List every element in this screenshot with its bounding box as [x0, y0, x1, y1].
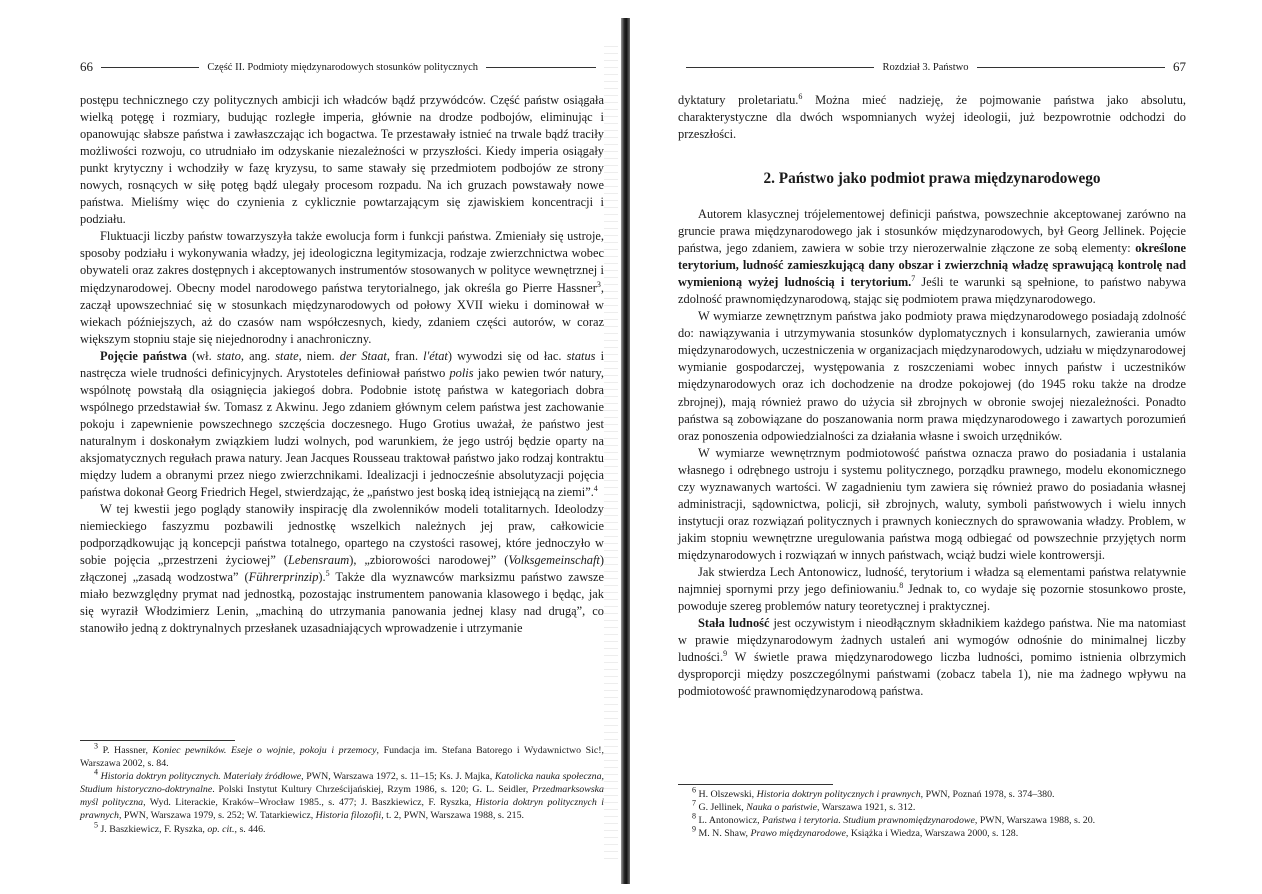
text-run: P. Hassner, — [98, 745, 153, 756]
text-run: (wł. — [187, 348, 217, 363]
left-footnotes — [80, 740, 604, 836]
footnote-ref: 3 — [596, 279, 601, 289]
right-running-header — [678, 58, 1186, 76]
book-gutter — [621, 18, 630, 884]
text-run: , Wyd. Literackie, Kraków–Wrocław 1985., s. 477; J. Baszkiewicz, F. Ryszka, — [143, 797, 476, 809]
footnote-number: 8 — [692, 811, 696, 821]
text-run: Można mieć nadzieję, że pojmowanie państwa jako absolutu, charakterystyczne dla dwóch wspomnianych wyżej ideologii, już bezpowrotnie odchodzi do przeszłości. — [678, 93, 1186, 142]
text-run: Fluktuacji liczby państw towarzyszyła także ewolucja form i funkcji państwa. Zmieniały się ustroje, sposoby podziału i wykonywania władzy, jej ideologiczna legitymizacja, rodzaje zwierzchnictwa wobec obywateli oraz zakres dostępnych i akceptowanych instrumentów stosowanych w polityce wewnętrznej i międzynarodowej. Obecny model narodowego państwa terytorialnego, jak określa go Pierre Hassner — [80, 229, 604, 295]
text-run: dyktatury proletariatu. — [678, 93, 799, 107]
text-run: der Staat — [339, 348, 387, 363]
text-run: G. Jellinek, — [696, 802, 747, 814]
text-run: , Warszawa 1921, s. 312. — [816, 802, 916, 814]
paragraph — [678, 206, 1186, 308]
footnote — [678, 785, 1186, 801]
left-running-header — [80, 58, 604, 76]
footnote-number: 7 — [692, 798, 696, 808]
text-run: L. Antonowicz, — [696, 815, 763, 827]
text-run: Państwa i terytoria. Studium prawnomiędzynarodowe — [762, 815, 975, 827]
text-run: , ang. — [240, 348, 276, 363]
text-run: , s. 446. — [234, 823, 266, 835]
text-run: stato — [216, 348, 241, 363]
footnote-ref: 6 — [798, 91, 803, 101]
footnote — [80, 767, 604, 822]
text-run: W tej kwestii jego poglądy stanowiły inspirację dla zwolenników modeli totalitarnych. Ideolodzy niemieckiego faszyzmu pozbawili jednostkę wszelkich należnych jej praw, całkowicie podporządkowując ją koncepcji państwa totalnego, opartego na czystości rasowej, które jednoczyło w sobie pojęcia „przestrzeni życiowej” ( — [80, 502, 604, 568]
text-run: , t. 2, PWN, Warszawa 1988, s. 215. — [381, 810, 524, 822]
text-run: ). — [318, 570, 326, 585]
text-run: Jak stwierdza Lech Antonowicz, ludność, terytorium i władza są elementami państwa relatywnie najmniej spornymi przy jego definiowaniu. — [678, 564, 1186, 597]
text-run: Prawo międzynarodowe — [750, 828, 846, 840]
right-page-number: 67 — [1173, 59, 1186, 74]
footnote — [678, 798, 1186, 814]
text-run: , fran. — [386, 348, 424, 363]
footnote-number: 4 — [94, 767, 98, 777]
footnote-rule — [80, 740, 235, 741]
paragraph — [678, 308, 1186, 444]
text-run: jest oczywistym i nieodłącznym składnikiem każdego państwa. Nie ma natomiast w prawie międzynarodowym żadnych ustaleń ani wymogów odnośnie do minimalnej liczby ludności. — [678, 616, 1186, 665]
text-run: Autorem klasycznej trójelementowej definicji państwa, powszechnie akceptowanej zarówno na gruncie prawa międzynarodowego jak i stosunków międzynarodowych, był Georg Jellinek. Pojęcie państwa, jego zdaniem, zawiera w sobie trzy nierozerwalnie złączone ze sobą elementy: — [678, 207, 1186, 256]
text-run: state — [275, 348, 299, 363]
footnote-ref: 7 — [911, 274, 916, 284]
footnote-number: 3 — [94, 741, 98, 751]
text-run: l'état — [423, 348, 448, 363]
text-run: postępu technicznego czy politycznych ambicji ich władców bądź przywódców. Część państw osiągała wielką potęgę i rozmiary, budując rozległe imperia, głównie na drodze podbojów, eliminując i opanowując słabsze państwa i zawłaszczając ich bogactwa. Te przestawały istnieć na trwale bądź traciły możliwości rozwoju, co utrudniało im odzyskanie niezależności w przyszłości. Kiedy imperia osiągały punkt krytyczny i wchodziły w fazę kryzysu, to same stawały się przedmiotem podbojów ze strony nowych, rosnących w siłę potęg bądź ulegały procesom rozpadu. Na ich gruzach powstawały nowe państwa. Mieliśmy więc do czynienia z cyklicznie powtarzającym się zjawiskiem koncentracji i podziału. — [80, 93, 604, 227]
paragraph — [80, 348, 604, 501]
text-run: ), „zbiorowości narodowej” ( — [349, 553, 509, 568]
footnote-number: 9 — [692, 824, 696, 834]
text-run: polis — [449, 365, 474, 380]
text-run: Jednak to, co wydaje się pozornie stosunkowo proste, powoduje szereg problemów natury teoretycznej i praktycznej. — [678, 582, 1186, 614]
footnote-number: 5 — [94, 820, 98, 830]
footnote-ref: 5 — [325, 569, 330, 579]
text-run: i nastręcza wiele trudności definicyjnych. Arystoteles definiował państwo — [80, 348, 605, 380]
paragraph — [80, 501, 604, 637]
text-run: op. cit. — [207, 823, 235, 835]
footnote-ref: 8 — [899, 580, 904, 590]
text-run: status — [566, 348, 596, 363]
text-run: Führerprinzip — [248, 570, 319, 585]
text-run: , Książka i Wiedza, Warszawa 2000, s. 128. — [845, 828, 1019, 840]
right-header-title: Rozdział 3. Państwo — [882, 61, 969, 73]
text-run: M. N. Shaw, — [696, 828, 751, 840]
left-footnote-list — [80, 741, 604, 836]
text-run: , niem. — [298, 348, 340, 363]
left-body-text — [80, 92, 604, 638]
paragraph — [80, 228, 604, 347]
text-run: Nauka o państwie — [746, 802, 817, 814]
text-run: . Polski Instytut Kultury Chrześcijańskiej, Rzym 1986, s. 120; G. L. Seidler, — [212, 784, 533, 796]
footnote — [80, 820, 604, 836]
text-run: , PWN, Warszawa 1988, s. 20. — [974, 815, 1096, 827]
paragraph — [678, 445, 1186, 564]
footnote-rule — [678, 784, 833, 785]
paragraph — [80, 92, 604, 228]
gutter-shadow — [604, 40, 618, 860]
text-run: , zaczął upowszechniać się w stosunkach międzynarodowych od połowy XVII wieku i dominował w wiekach późniejszych, aż do czasów nam współczesnych, kiedy, zdaniem części autorów, w coraz większym stopniu staje się niejednorodny i anachroniczny. — [80, 280, 604, 346]
text-run: , Fundacja im. Stefana Batorego i Wydawnictwo Sic!, Warszawa 2002, s. 84. — [80, 745, 604, 770]
header-rule — [101, 67, 199, 68]
paragraph — [678, 92, 1186, 143]
text-run: Jeśli te warunki są spełnione, to państwo nabywa zdolność prawnomiędzynarodową, stając się podmiotem prawa międzynarodowego. — [678, 275, 1186, 307]
text-run: Historia doktryn politycznych i prawnych — [80, 797, 604, 822]
footnote — [678, 824, 1186, 840]
text-run: ) złączonej „zasadą wodzostwa” ( — [80, 553, 604, 585]
header-rule — [977, 67, 1165, 68]
text-run: H. Olszewski, — [696, 789, 757, 800]
footnote — [678, 811, 1186, 827]
footnote-ref: 4 — [593, 483, 598, 493]
right-footnote-list — [678, 785, 1186, 840]
text-run: Przedmarksowska myśl polityczna — [80, 784, 604, 809]
footnote-number: 6 — [692, 785, 696, 795]
header-rule — [686, 67, 874, 68]
text-run: W świetle prawa międzynarodowego liczba ludności, pomimo istnienia olbrzymich dysproporcji między poszczególnymi państwami (zobacz tabela 1), nie ma żadnego wpływu na podmiotowość prawnomiędzynarodową państwa. — [678, 650, 1186, 699]
right-body-text — [678, 206, 1186, 700]
text-run: Koniec pewników. Eseje o wojnie, pokoju i przemocy — [152, 745, 377, 756]
text-run: J. Baszkiewicz, F. Ryszka, — [98, 823, 208, 835]
text-run: W wymiarze wewnętrznym podmiotowość państwa oznacza prawo do posiadania i ustalania własnego i odrębnego ustroju i systemu politycznego, porządku prawnego, modelu ekonomicznego czy wyznawanych wartości. W zagadnieniu tym zawiera się również prawo do posiadania własnej administracji, sądownictwa, policji, sił zbrojnych, waluty, symboli państwowych i wielu innych instytucji oraz rozwiązań politycznych i prawnych koniecznych do sprawowania władzy. Problem, w jakim stopniu wewnętrzne uregulowania państwa mogą odbiegać od powszechnie przyjętych norm międzynarodowych i rozwiązań w innych państwach, wciąż budzi wiele kontrowersji. — [678, 445, 1186, 562]
text-run: Historia doktryn politycznych i prawnych — [756, 789, 921, 800]
text-run: Pojęcie państwa — [100, 348, 187, 363]
section-title: 2. Państwo jako podmiot prawa międzynarodowego — [763, 170, 1101, 187]
right-intro-text — [678, 92, 1186, 143]
text-run: określone terytorium, ludność zamieszkującą dany obszar i zwierzchnią władzę sprawującą kontrolę nad wymienioną wyżej ludnością i terytorium. — [678, 241, 1186, 290]
right-footnotes — [678, 784, 1186, 840]
text-run: , PWN, Warszawa 1972, s. 11–15; Ks. J. Majka, — [301, 771, 495, 783]
left-header-title: Część II. Podmioty międzynarodowych stosunków politycznych — [207, 61, 478, 73]
header-rule — [486, 67, 596, 68]
text-run: Volksgemeinschaft — [508, 553, 600, 568]
text-run: Stała ludność — [698, 616, 770, 631]
footnote — [80, 741, 604, 770]
text-run: , PWN, Warszawa 1979, s. 252; W. Tatarkiewicz, — [118, 810, 316, 822]
footnote-ref: 9 — [723, 649, 728, 659]
text-run: Katolicka nauka społeczna, Studium historyczno-doktrynalne — [80, 771, 604, 796]
text-run: , PWN, Poznań 1978, s. 374–380. — [920, 789, 1055, 800]
paragraph — [678, 615, 1186, 700]
text-run: Także dla wyznawców marksizmu państwo zawsze miało bezwzględny prymat nad jednostką, pozostając instrumentem panowania klasowego i będąc, jak się wyraził Włodzimierz Lenin, „machiną do utrzymania panowania jednej klasy nad drugą”, co stanowiło jedną z doktrynalnych przesłanek uzasadniających wprowadzenie i utrzymanie — [80, 570, 604, 636]
text-run: ) wywodzi się od łac. — [447, 348, 567, 363]
text-run: Historia doktryn politycznych. Materiały źródłowe — [100, 771, 302, 783]
paragraph — [678, 564, 1186, 615]
text-run: Lebensraum — [287, 553, 350, 568]
text-run: jako pewien twór natury, wspólnotę powstałą dla osiągnięcia jakiegoś dobra. Podobnie istotę państwa w kategoriach dobra wspólnego przedstawiał św. Tomasz z Akwinu. Jego zdaniem głównym celem państwa jest zachowanie pokoju i zapewnienie powszechnego szczęścia doczesnego. Hugo Grotius uważał, że państwo jest naturalnym i doskonałym związkiem ludzi wolnych, pod warunkiem, że jego ustrój będzie oparty na aksjomatycznych regułach prawa natury. Jean Jacques Rousseau traktował państwo jako rodzaj kontraktu między ludem a obranymi przez niego zwierzchnikami. Idealizacji i jednocześnie absolutyzacji pojęcia państwa dokonał Georg Friedrich Hegel, stwierdzając, że „państwo jest boską ideą istniejącą na ziemi”. — [80, 365, 604, 500]
text-run: Historia filozofii — [315, 810, 382, 822]
text-run: W wymiarze zewnętrznym państwa jako podmioty prawa międzynarodowego posiadają zdolność do: nawiązywania i utrzymywania stosunków dyplomatycznych i konsularnych, zawierania umów międzynarodowych, uczestniczenia w organizacjach międzynarodowych, udziału w międzynarodowej wymianie gospodarczej, występowania z roszczeniami wobec innych państw i uczestników międzynarodowych oraz ich dochodzenie na drodze pokojowej (do 1945 roku także na drodze zbrojnej), mają również prawo do użycia sił zbrojnych w obronie swojej niezależności. Ponadto państwa są zobowiązane do poszanowania norm prawa międzynarodowego i zawartych porozumień oraz ponoszenia odpowiedzialności za działania własne i swoich urzędników. — [678, 309, 1186, 443]
left-page-number: 66 — [80, 59, 93, 74]
